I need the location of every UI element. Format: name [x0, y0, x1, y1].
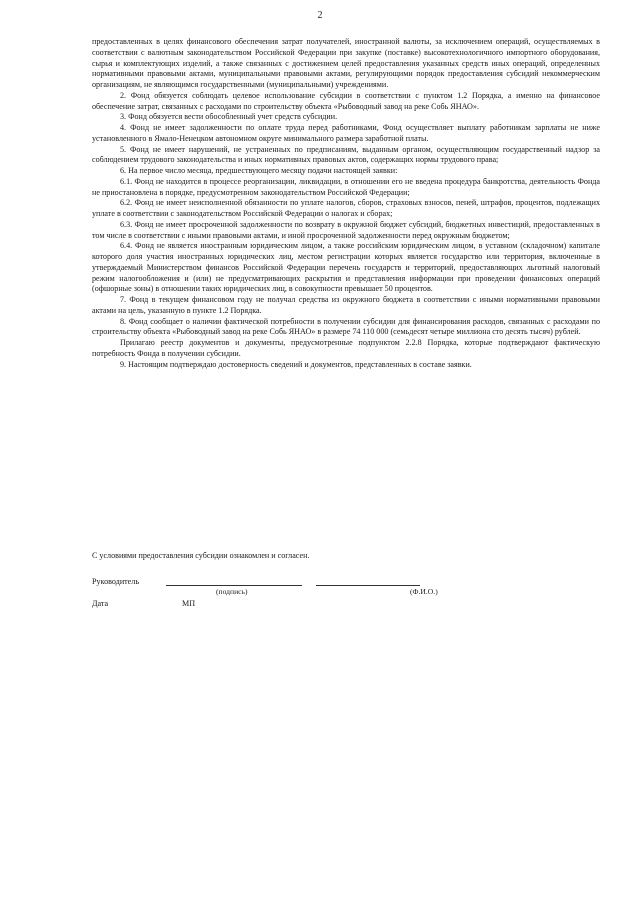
- name-line: [316, 585, 420, 586]
- date-label: Дата: [92, 599, 109, 608]
- paragraph: 6.1. Фонд не находится в процессе реорганизации, ликвидации, в отношении его не введена процедура банкротства, деятельность Фонда не приостановлена в порядке, предусмотренном законодательством Российской Федерации;: [92, 176, 600, 197]
- paragraph: 2. Фонд обязуется соблюдать целевое использование субсидии в соответствии с пунктом 1.2 Порядка, а именно на финансовое обеспечение затрат, связанных с расходами по строительству объекта «Рыбоводный завод на реке Собь ЯНАО».: [92, 90, 600, 111]
- paragraph: 6.4. Фонд не является иностранным юридическим лицом, а также российским юридическим лицом, в уставном (складочном) капитале которого доля участия иностранных юридических лиц, местом регистрации которых является государство или территория, включенные в утверждаемый Министерством финансов Российской Федерации перечень государств и территорий, предоставляющих льготный налоговый режим налогообложения и (или) не предусматривающих раскрытия и представления информации при проведении финансовых операций (офшорные зоны) в отношении таких юридических лиц, в совокупности превышает 50 процентов.: [92, 241, 600, 294]
- paragraph: 8. Фонд сообщает о наличии фактической потребности в получении субсидии для финансирования расходов, связанных с расходами по строительству объекта «Рыбоводный завод на реке Собь ЯНАО» в размере 74 110 000 (семьдесят четыре миллиона сто десять тысяч) рублей.: [92, 316, 600, 337]
- paragraph: 6.3. Фонд не имеет просроченной задолженности по возврату в окружной бюджет субсидий, бюджетных инвестиций, предоставленных в том числе в соответствии с иными правовыми актами, и иной просроченной задолженности перед окружным бюджетом;: [92, 219, 600, 240]
- paragraph: 5. Фонд не имеет нарушений, не устраненных по предписаниям, выданным органом, осуществляющим государственный надзор за соблюдением трудового законодательства и иных нормативных правовых актов, содержащих нормы трудового права;: [92, 144, 600, 165]
- agreement-statement: С условиями предоставления субсидии ознакомлен и согласен.: [92, 551, 310, 560]
- signature-caption: (подпись): [216, 587, 248, 596]
- signature-line: [166, 585, 302, 586]
- paragraph: 4. Фонд не имеет задолженности по оплате труда перед работниками, Фонд осуществляет выплату работникам зарплаты не ниже установленного в Ямало-Ненецком автономном округе минимального размера заработной платы.: [92, 123, 600, 143]
- paragraph: предоставленных в целях финансового обеспечения затрат получателей, иностранной валюты, за исключением операций, осуществляемых в соответствии с валютным законодательством Российской Федерации при закупке (поставке) высокотехнологичного импортного оборудования, сырья и комплектующих изделий, а также связанных с достижением целей предоставления указанных средств иных операций, определенных нормативными правовыми актами, муниципальными правовыми актами, регулирующими порядок предоставления субсидий некоммерческим организациям, не являющимся государственными (муниципальными) учреждениями.: [92, 37, 600, 89]
- paragraph: 9. Настоящим подтверждаю достоверность сведений и документов, представленных в составе заявки.: [120, 359, 472, 369]
- document-body: [92, 37, 600, 370]
- head-label: Руководитель: [92, 577, 140, 586]
- page-number: 2: [317, 10, 323, 21]
- paragraph: 7. Фонд в текущем финансовом году не получал средства из окружного бюджета в соответствии с иными нормативными правовыми актами на цель, указанную в пункте 1.2 Порядка.: [92, 295, 600, 315]
- paragraph: Прилагаю реестр документов и документы, предусмотренные подпунктом 2.2.8 Порядка, которые подтверждают фактическую потребность Фонда в получении субсидии.: [92, 338, 600, 358]
- paragraph: 3. Фонд обязуется вести обособленный учет средств субсидии.: [120, 112, 338, 122]
- name-caption: (Ф.И.О.): [410, 587, 438, 596]
- paragraph: 6. На первое число месяца, предшествующего месяцу подачи настоящей заявки:: [120, 166, 398, 175]
- paragraph: 6.2. Фонд не имеет неисполненной обязанности по уплате налогов, сборов, страховых взносов, пеней, штрафов, процентов, подлежащих уплате в соответствии с законодательством Российской Федерации о налогах и сборах;: [92, 198, 600, 218]
- stamp-label: МП: [182, 599, 196, 608]
